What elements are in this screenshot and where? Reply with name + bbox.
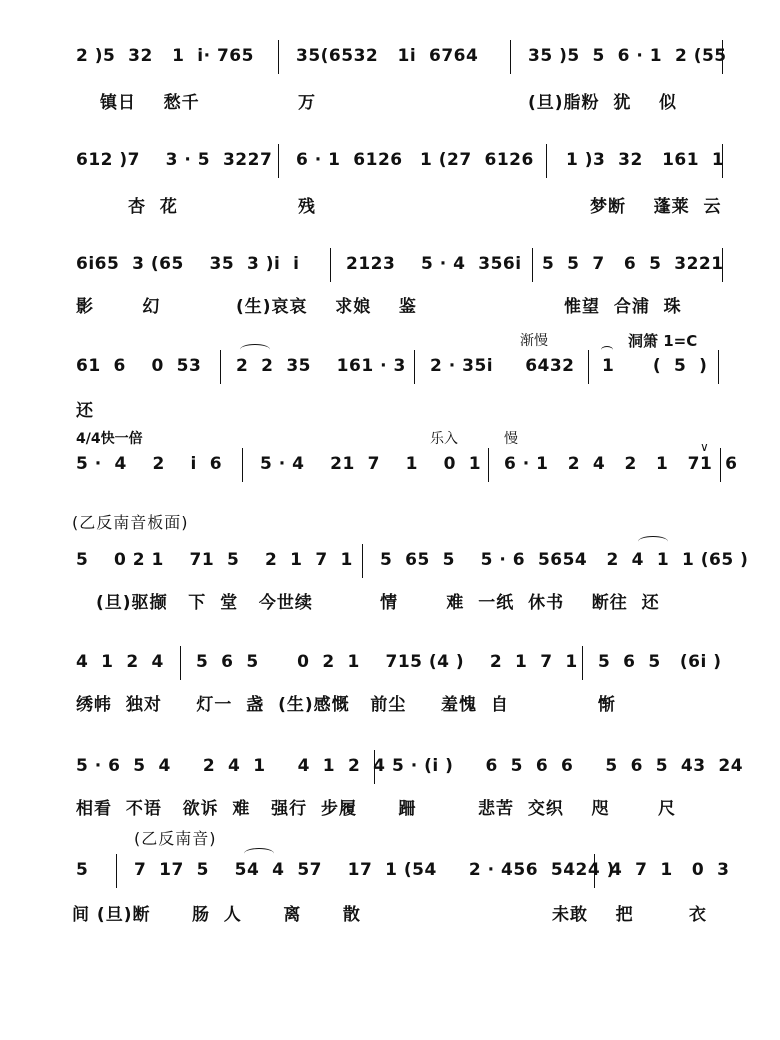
barline	[594, 854, 595, 888]
lyric-line: 影 幻	[76, 297, 161, 317]
barline	[718, 350, 719, 384]
notation-segment: 5 5 7 6 5 3221	[542, 254, 724, 274]
notation-segment: 612 )7 3 · 5 3227	[76, 150, 273, 170]
notation-segment: 1 (27 6126	[420, 150, 534, 170]
barline	[720, 448, 721, 482]
barline	[510, 40, 511, 74]
lyric-line: 间 (旦)断 肠 人 离 散	[72, 905, 361, 925]
lyric-line: 绣帏 独对 灯一 盏 (生)感慨 前尘 羞愧 自	[76, 695, 509, 715]
notation-segment: 5 6 5 (6i )	[598, 652, 722, 672]
lyric-line: 万	[298, 93, 316, 113]
lyric-line: 杏 花	[128, 197, 178, 217]
barline	[488, 448, 489, 482]
tempo-mark: 渐慢	[520, 333, 548, 349]
notation-segment: 2 2 35 161 · 3	[236, 356, 406, 376]
tempo-mark: 慢	[504, 431, 518, 447]
lyric-line: (旦)驱撷 下 堂 今世续	[96, 593, 313, 613]
notation-segment: 5 0 2 1 71 5 2 1 7 1	[76, 550, 353, 570]
notation-segment: 6i65 3 (65 35 3 )i i	[76, 254, 300, 274]
tempo-mark: 乐入	[430, 431, 458, 447]
notation-segment: 4 1 2 4	[76, 652, 164, 672]
notation-segment: 5	[76, 860, 89, 880]
notation-segment: 4 7 1 0 3	[610, 860, 730, 880]
section-label: (乙反南音)	[134, 829, 217, 848]
notation-segment: 35(6532 1i 6764	[296, 46, 479, 66]
barline	[722, 144, 723, 178]
barline	[180, 646, 181, 680]
notation-segment: 2 )5 32 1 i· 765	[76, 46, 254, 66]
notation-segment: 5 · 4 2 i 6	[76, 454, 223, 474]
notation-segment: 1 )3 32 161 1	[566, 150, 725, 170]
notation-segment: 5 · 6 5 4 2 4 1 4 1 2 4	[76, 756, 386, 776]
lyric-line: 残	[298, 197, 316, 217]
lyric-line: (旦)脂粉 犹 似	[528, 93, 678, 113]
barline	[278, 40, 279, 74]
tie-arc	[638, 536, 668, 547]
lyric-line: 未敢 把 衣	[552, 905, 708, 925]
barline	[374, 750, 375, 784]
barline	[588, 350, 589, 384]
barline	[330, 248, 331, 282]
lyric-line: (生)哀哀 求娘 鉴	[236, 297, 417, 317]
barline	[362, 544, 363, 578]
notation-segment: 35 )5 5 6 · 1 2 (55	[528, 46, 727, 66]
lyric-line: 还	[76, 401, 94, 421]
lyric-line: 相看 不语 欲诉 难 强行 步履 跚	[76, 799, 417, 819]
barline	[242, 448, 243, 482]
lyric-line: 情 难 一纸 休书 断往 还	[380, 593, 660, 613]
barline	[278, 144, 279, 178]
notation-segment: 1 ( 5 )	[602, 356, 708, 376]
lyric-line: 悲苦 交织 咫 尺	[478, 799, 676, 819]
barline	[532, 248, 533, 282]
notation-segment: 7 17 5 54 4 57 17 1 (54 2 · 456 5424 )	[134, 860, 615, 880]
fermata-icon	[601, 346, 613, 354]
lyric-line: 镇日 愁千	[100, 93, 200, 113]
barline	[546, 144, 547, 178]
notation-segment: 5 · (i ) 6 5 6 6 5 6 5 43 24	[392, 756, 744, 776]
notation-segment: 2123 5 · 4 356i	[346, 254, 522, 274]
key-mark: 洞箫 1=C	[628, 332, 698, 350]
barline	[414, 350, 415, 384]
barline	[116, 854, 117, 888]
barline	[220, 350, 221, 384]
section-label: (乙反南音板面)	[72, 513, 189, 532]
tempo-mark: 4/4快一倍	[76, 431, 143, 447]
notation-segment: 2 · 35i 6432	[430, 356, 575, 376]
notation-segment: 6 · 1 2 4 2 1 71 6	[504, 454, 738, 474]
lyric-line: 梦断 蓬莱 云	[590, 197, 722, 217]
barline	[722, 248, 723, 282]
breath-mark-icon: ∨	[700, 440, 709, 454]
notation-segment: 5 6 5 0 2 1 715 (4 ) 2 1 7 1	[196, 652, 578, 672]
barline	[582, 646, 583, 680]
notation-segment: 5 65 5 5 · 6 5654 2 4 1 1 (65 )	[380, 550, 749, 570]
lyric-line: 惟望 合浦 珠	[564, 297, 682, 317]
barline	[722, 40, 723, 74]
notation-segment: 5 · 4 21 7 1 0 1	[260, 454, 482, 474]
notation-segment: 6 · 1 6126	[296, 150, 403, 170]
notation-segment: 61 6 0 53	[76, 356, 202, 376]
tie-arc	[240, 344, 270, 355]
tie-arc	[244, 848, 274, 859]
lyric-line: 惭	[598, 695, 616, 715]
